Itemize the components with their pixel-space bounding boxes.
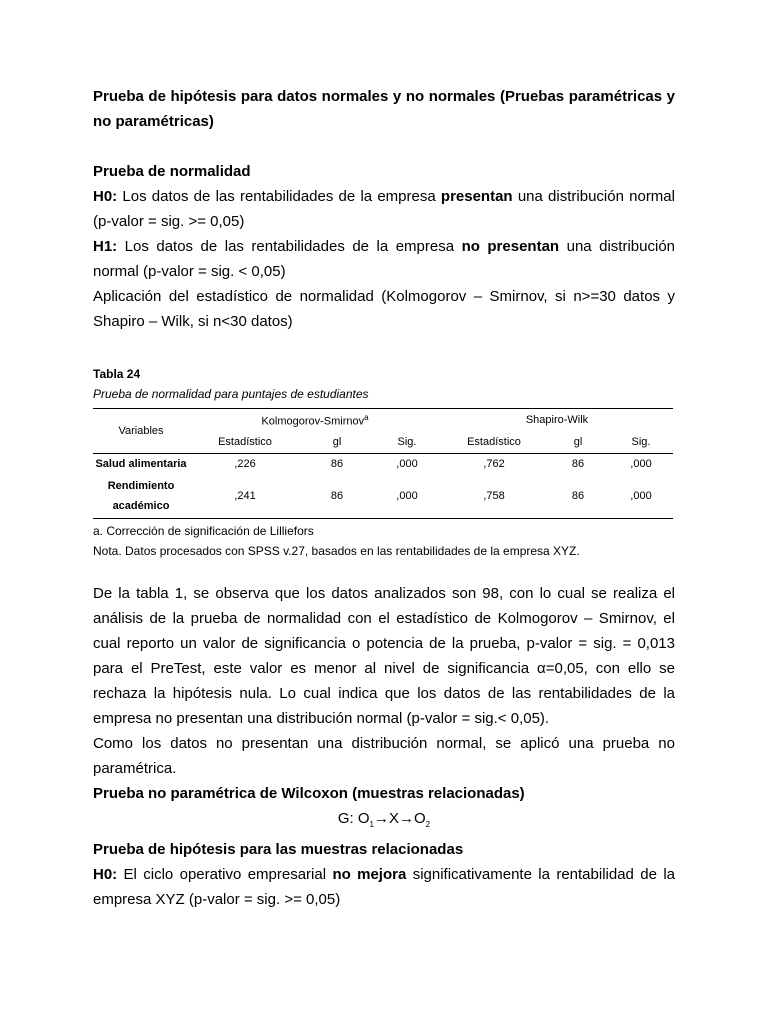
h0-label: H0:	[93, 188, 118, 205]
normality-application: Aplicación del estadístico de normalidad (Kolmogorov – Smirnov, si n>=30 datos y Shapiro – Wilk, si n<30 datos)	[93, 288, 675, 330]
cell-ks-gl: 86	[301, 474, 373, 519]
arrow-icon: →	[373, 810, 389, 827]
h1-emphasis: no presentan	[461, 238, 560, 255]
table-footnote: a. Corrección de significación de Lilliefors	[93, 524, 314, 538]
subheader-sw-gl: gl	[547, 431, 609, 454]
document-title: Prueba de hipótesis para datos normales y no normales (Pruebas paramétricas y no paramétricas)	[93, 88, 675, 130]
section-title-normalidad: Prueba de normalidad	[93, 163, 251, 180]
row-variable: Rendimiento académico	[93, 474, 189, 519]
header-variables: Variables	[93, 409, 189, 454]
cell-sw-gl: 86	[571, 458, 585, 470]
table-note: Nota. Datos procesados con SPSS v.27, basados en las rentabilidades de la empresa XYZ.	[93, 544, 580, 558]
h0-emphasis: presentan	[440, 188, 513, 205]
normality-table	[93, 408, 673, 519]
table-header-row	[93, 409, 673, 432]
arrow-icon: →	[399, 810, 414, 827]
cell-sw-estadistico: ,762	[483, 458, 505, 470]
subheader-ks-estadistico: Estadístico	[189, 431, 301, 454]
cell-sw-gl: 86	[547, 474, 609, 519]
subheader-sw-sig: Sig.	[609, 431, 673, 454]
h1-label: H1:	[93, 238, 118, 255]
table-caption: Prueba de normalidad para puntajes de estudiantes	[93, 387, 369, 401]
cell-ks-estadistico: ,226	[234, 458, 256, 470]
cell-ks-sig: ,000	[396, 458, 418, 470]
hypothesis-h0-relacionadas: H0: El ciclo operativo empresarial no mejora significativamente la rentabilidad de la empresa XYZ (p-valor = sig. >= 0,05)	[93, 866, 675, 908]
table-label: Tabla 24	[93, 367, 141, 381]
conclusion-paragraph: Como los datos no presentan una distribución normal, se aplicó una prueba no paramétrica.	[93, 735, 675, 777]
cell-ks-estadistico: ,241	[189, 474, 301, 519]
section-title-relacionadas: Prueba de hipótesis para las muestras relacionadas	[93, 841, 464, 858]
h0-emphasis: no mejora	[332, 866, 407, 883]
hypothesis-h0: H0: Los datos de las rentabilidades de la empresa presentan una distribución normal (p-valor = sig. >= 0,05)	[93, 188, 675, 230]
subheader-ks-sig: Sig.	[373, 431, 441, 454]
hypothesis-h1: H1: Los datos de las rentabilidades de la empresa no presentan una distribución normal (p-valor = sig. < 0,05)	[93, 238, 675, 280]
cell-sw-sig: ,000	[630, 458, 652, 470]
design-formula: G: $O_1\to X\to O_2$	[337, 810, 431, 829]
cell-sw-estadistico: ,758	[441, 474, 547, 519]
table-row	[93, 454, 673, 475]
h0-label: H0:	[93, 866, 118, 883]
section-title-wilcoxon: Prueba no paramétrica de Wilcoxon (muestras relacionadas)	[93, 785, 525, 802]
cell-ks-sig: ,000	[373, 474, 441, 519]
cell-sw-sig: ,000	[609, 474, 673, 519]
cell-ks-gl: 86	[330, 458, 344, 470]
analysis-paragraph: De la tabla 1, se observa que los datos analizados son 98, con lo cual se realiza el análisis de la prueba de normalidad con el estadístico de Kolmogorov – Smirnov, el cual reporto un valor de significancia o potencia de la prueba, p-valor = sig. = 0,013 para el PreTest, este valor es menor al nivel de significancia α=0,05, con ello se rechaza la hipótesis nula. Lo cual indica que los datos de las rentabilidades de la empresa no presentan una distribución normal (p-valor = sig.< 0,05).	[93, 585, 675, 727]
subheader-ks-gl: gl	[301, 431, 373, 454]
header-shapiro: Shapiro-Wilk	[441, 409, 673, 432]
subheader-sw-estadistico: Estadístico	[441, 431, 547, 454]
document-content	[93, 84, 675, 912]
table-row	[93, 474, 673, 519]
row-variable: Salud alimentaria	[95, 458, 187, 470]
header-kolmogorov: Kolmogorov-Smirnov$^a$	[189, 409, 441, 432]
